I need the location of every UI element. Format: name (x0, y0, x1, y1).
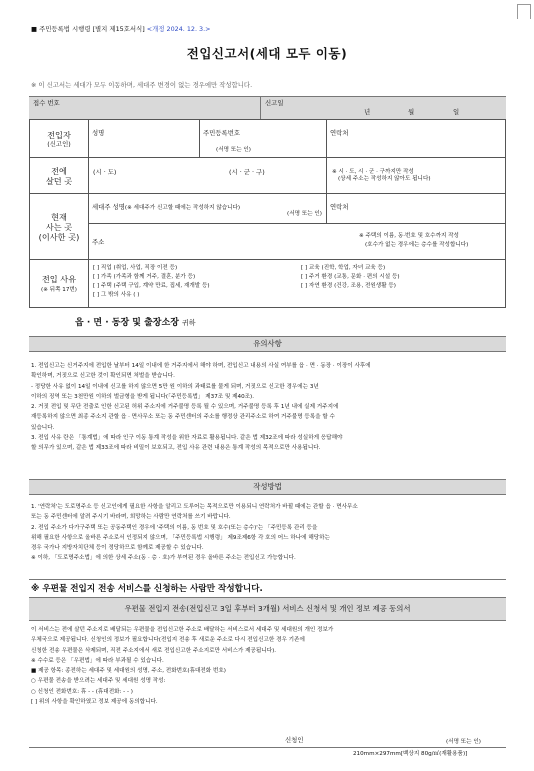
office-suffix: 귀하 (182, 319, 196, 327)
consent-line: ■ 제공 항목: 종전하는 세대주 및 세대원의 성명, 주소, 전화번호(휴대전화 번호) (31, 668, 226, 675)
notice-item: 2. 거짓 전입 및 무단 전출로 인한 신고된 허위 주소지에 거주불명 등록 될 수 있으며, 거주불명 등록 후 1년 내에 실제 거주지에 (31, 404, 339, 411)
previous-note-2: (상세 주소는 작성하지 않아도 됩니다) (338, 175, 431, 182)
reason-option-family[interactable]: [ ] 가족 (가족과 함께 거주, 결혼, 분가 등) (93, 274, 196, 280)
paper-spec: 210mm×297mm[백상지 80g/㎡(재활용품)] (353, 751, 468, 757)
consent-line: 이 서비스는 전에 살던 주소지로 배달되는 우편물을 전입신고한 주소로 배달하는 서비스로서 세대주 및 세대원의 개인 정보가 (31, 627, 334, 633)
consent-line: 우체국으로 제공됩니다. 신청인의 정보가 필요합니다(전입지 전송 후 새로운 주소로 다시 전입신고한 경우 기존에 (31, 637, 305, 644)
form-note: ※ 이 신고서는 세대가 모두 이동하며, 세대주 변경이 없는 경우에만 작성합니다. (31, 81, 253, 89)
form-reference (31, 25, 210, 33)
notice-item: 1. 전입신고는 신거주지에 전입한 날부터 14일 이내에 한 거주지에서 해야 하며, 전입신고 내용의 사실 여부를 읍 · 면 · 동장 · 이장이 사후에 (31, 363, 371, 369)
notice-item: 있습니다. (31, 424, 55, 431)
howto-item: 또는 동 주민센터에 알려 주시기 바라며, 희망하는 사람만 연락처를 쓰기 바랍니다. (31, 514, 231, 521)
date-day-unit: 일 (453, 108, 460, 116)
mail-service-banner: ※ 우편물 전입지 전송 서비스를 신청하는 사람만 작성합니다. (31, 584, 263, 594)
current-label-line2: 사는 곳 (45, 221, 73, 232)
notice-item: - 정당한 사유 없이 14일 이내에 신고를 하지 않으면 5만 원 이하의 과태료를 물게 되며, 거짓으로 신고한 경우에는 3년 (31, 383, 319, 390)
notice-item: 재등록하지 않으면 최종 주소지 관할 읍 · 면사무소 또는 동 주민센터의 주소를 행정상 관리주소로 하여 거주불명 등록을 할 수 (31, 414, 335, 421)
divider (260, 97, 261, 119)
divider (29, 747, 506, 748)
form-ref-text: ■ 주민등록법 시행령 [별지 제15호서식] (31, 25, 145, 33)
notice-section-header: 유의사항 (29, 336, 506, 352)
reason-label: 전입 사유 (41, 273, 77, 284)
page-corner-mark (517, 4, 531, 19)
reason-label-cell (30, 260, 89, 308)
name-label: 성명 (92, 129, 105, 137)
page-title: 전입신고서(세대 모두 이동) (186, 46, 348, 61)
consent-sign-label: 신청인 (285, 736, 304, 744)
main-form-table (29, 119, 506, 308)
notice-list (31, 361, 371, 454)
howto-item: 경우 국가나 지방자치단체 등이 정당하므로 함께로 제공할 수 있습니다. (31, 545, 204, 552)
previous-sigungu: (시 · 군 · 구) (229, 168, 265, 176)
head-name-hint: (※ 세대주가 신고할 때에는 작성하지 않습니다) (124, 205, 241, 211)
reason-option-nature[interactable]: [ ] 자연 환경 (건강, 조용, 전원생활 등) (301, 283, 396, 289)
howto-section-header: 작성방법 (29, 479, 506, 495)
previous-note-cell (327, 158, 506, 194)
reason-sublabel: (※ 뒤쪽 17번) (41, 286, 77, 293)
notice-item: 확인하며, 거짓으로 신고한 것이 확인되면 처벌을 받습니다. (31, 373, 175, 380)
current-address-note-2: (호수가 없는 경우에는 층수를 작성합니다) (365, 242, 469, 248)
current-phone-field[interactable] (327, 194, 506, 224)
reason-options-right (301, 264, 400, 291)
receipt-date-label: 신고일 (265, 99, 284, 107)
notice-item: 이하의 징역 또는 3천만원 이하의 벌금형을 받게 됩니다(「주민등록법」 제37조 및 제40조). (31, 393, 255, 400)
consent-line: ※ 수수료 등은 「우편법」에 따라 부과될 수 있습니다. (31, 657, 164, 664)
revision-date: <개정 2024. 12. 3.> (146, 25, 211, 33)
previous-label-cell (30, 158, 89, 194)
reason-option-living-env[interactable]: [ ] 주거 환경 (교통, 문화 · 편의 시설 등) (301, 274, 400, 280)
reason-option-other[interactable]: [ ] 그 밖의 사유 ( ) (93, 292, 140, 298)
applicant-sublabel: (신고인) (47, 139, 71, 148)
current-label-line1: 현재 (51, 211, 67, 222)
office-addressee (75, 315, 196, 328)
applicant-label-cell (30, 120, 89, 158)
applicant-label: 전입자 (47, 129, 71, 140)
howto-list (31, 502, 358, 564)
applicant-phone-label: 연락처 (330, 129, 349, 137)
head-name-label: 세대주 성명 (92, 203, 125, 211)
consent-section-header: 우편물 전입지 전송(전입신고 3일 후부터 3개월) 서비스 신청서 및 개인 정보 제공 동의서 (29, 597, 506, 621)
current-label-line3: (이사한 곳) (38, 231, 80, 242)
current-label-cell (30, 194, 89, 260)
date-month-unit: 월 (408, 108, 415, 116)
previous-note-1: ※ 시 · 도, 시 · 군 · 구까지만 작성 (332, 168, 414, 175)
consent-option-names[interactable]: ○ 우편물 전송을 받으려는 세대주 및 세대원 성명 작성: (31, 678, 166, 685)
howto-item: 1. '연락처'는 도로명주소 등 신고인에게 필요한 사항을 알리고 도루어는 목적으로만 이용되니 연락처가 바뀔 때에는 관할 읍 · 면사무소 (31, 504, 358, 510)
reception-bar (29, 96, 506, 120)
reason-option-job[interactable]: [ ] 직업 (취업, 사업, 직장 이전 등) (93, 265, 178, 271)
household-head-field[interactable] (89, 194, 327, 224)
divider (29, 579, 506, 580)
reason-option-housing[interactable]: [ ] 주택 (주택 구입, 계약 만료, 집세, 재개발 등) (93, 283, 210, 289)
applicant-phone-field[interactable] (327, 120, 506, 158)
consent-option-phone[interactable]: ○ 신청인 전화번호: 휴 - - (휴대전화: - - ) (31, 688, 133, 695)
office-title: 읍 · 면 · 동장 및 출장소장 (75, 318, 179, 328)
notice-item: 3. 전입 사유 란은 「통계법」에 따라 인구 이동 통계 작성을 위한 자료로 활용됩니다. 같은 법 제32조에 따라 성실하게 응답해야 (31, 435, 343, 442)
receipt-number-label: 접수 번호 (33, 99, 60, 107)
howto-item: 2. 전입 주소가 다가구주택 또는 공동주택인 경우에 '주택의 이름, 동 번호 및 호수(또는 층수)'는 「주민등록 관리 등을 (31, 524, 318, 531)
rrn-label: 주민등록번호 (203, 129, 241, 137)
notice-item: 할 의무가 있으며, 같은 법 제33조에 따라 비밀이 보호되고, 전입 사유 관련 내용은 통계 작성의 목적으로만 사용됩니다. (31, 445, 321, 452)
consent-line: 신청한 전송 우편물은 삭제되며, 직전 주소지에서 새로 전입신고한 주소지로만 서비스가 제공됩니다). (31, 647, 277, 654)
previous-sido: (시 · 도) (93, 168, 117, 176)
consent-body (31, 625, 333, 707)
current-phone-label: 연락처 (330, 203, 349, 211)
howto-item: ※ 이하, 「도로명주소법」에 의한 상세 주소(동 · 층 · 호)가 부여된 경우 올바른 주소는 전입신고 가능합니다. (31, 555, 296, 562)
applicant-sign-hint: (서명 또는 인) (216, 147, 251, 153)
consent-sign-hint[interactable]: (서명 또는 인) (446, 739, 481, 745)
current-address-label: 주소 (92, 238, 105, 246)
head-sign-hint: (서명 또는 인) (287, 211, 322, 217)
reason-options-cell (89, 260, 506, 308)
previous-label-line1: 전에 (51, 165, 67, 176)
howto-item: 위해 필요한 사항으로 올바른 주소로서 인정되지 않으며, 「주민등록법 시행령」 제9조제6항 각 호의 어느 하나에 해당하는 (31, 534, 330, 541)
date-year-unit: 년 (364, 108, 371, 116)
consent-agree-checkbox[interactable]: [ ] 위의 사항을 확인하였고 정보 제공에 동의합니다. (31, 699, 158, 706)
previous-address-field[interactable] (89, 158, 327, 194)
reason-option-education[interactable]: [ ] 교육 (진학, 학업, 자녀 교육 등) (301, 265, 386, 271)
current-address-note-1: ※ 주택의 이름, 동·번호 및 호수까지 작성 (359, 233, 459, 239)
previous-label-line2: 살던 곳 (45, 175, 73, 186)
reason-options-left (93, 264, 210, 300)
current-address-field[interactable] (89, 224, 506, 260)
